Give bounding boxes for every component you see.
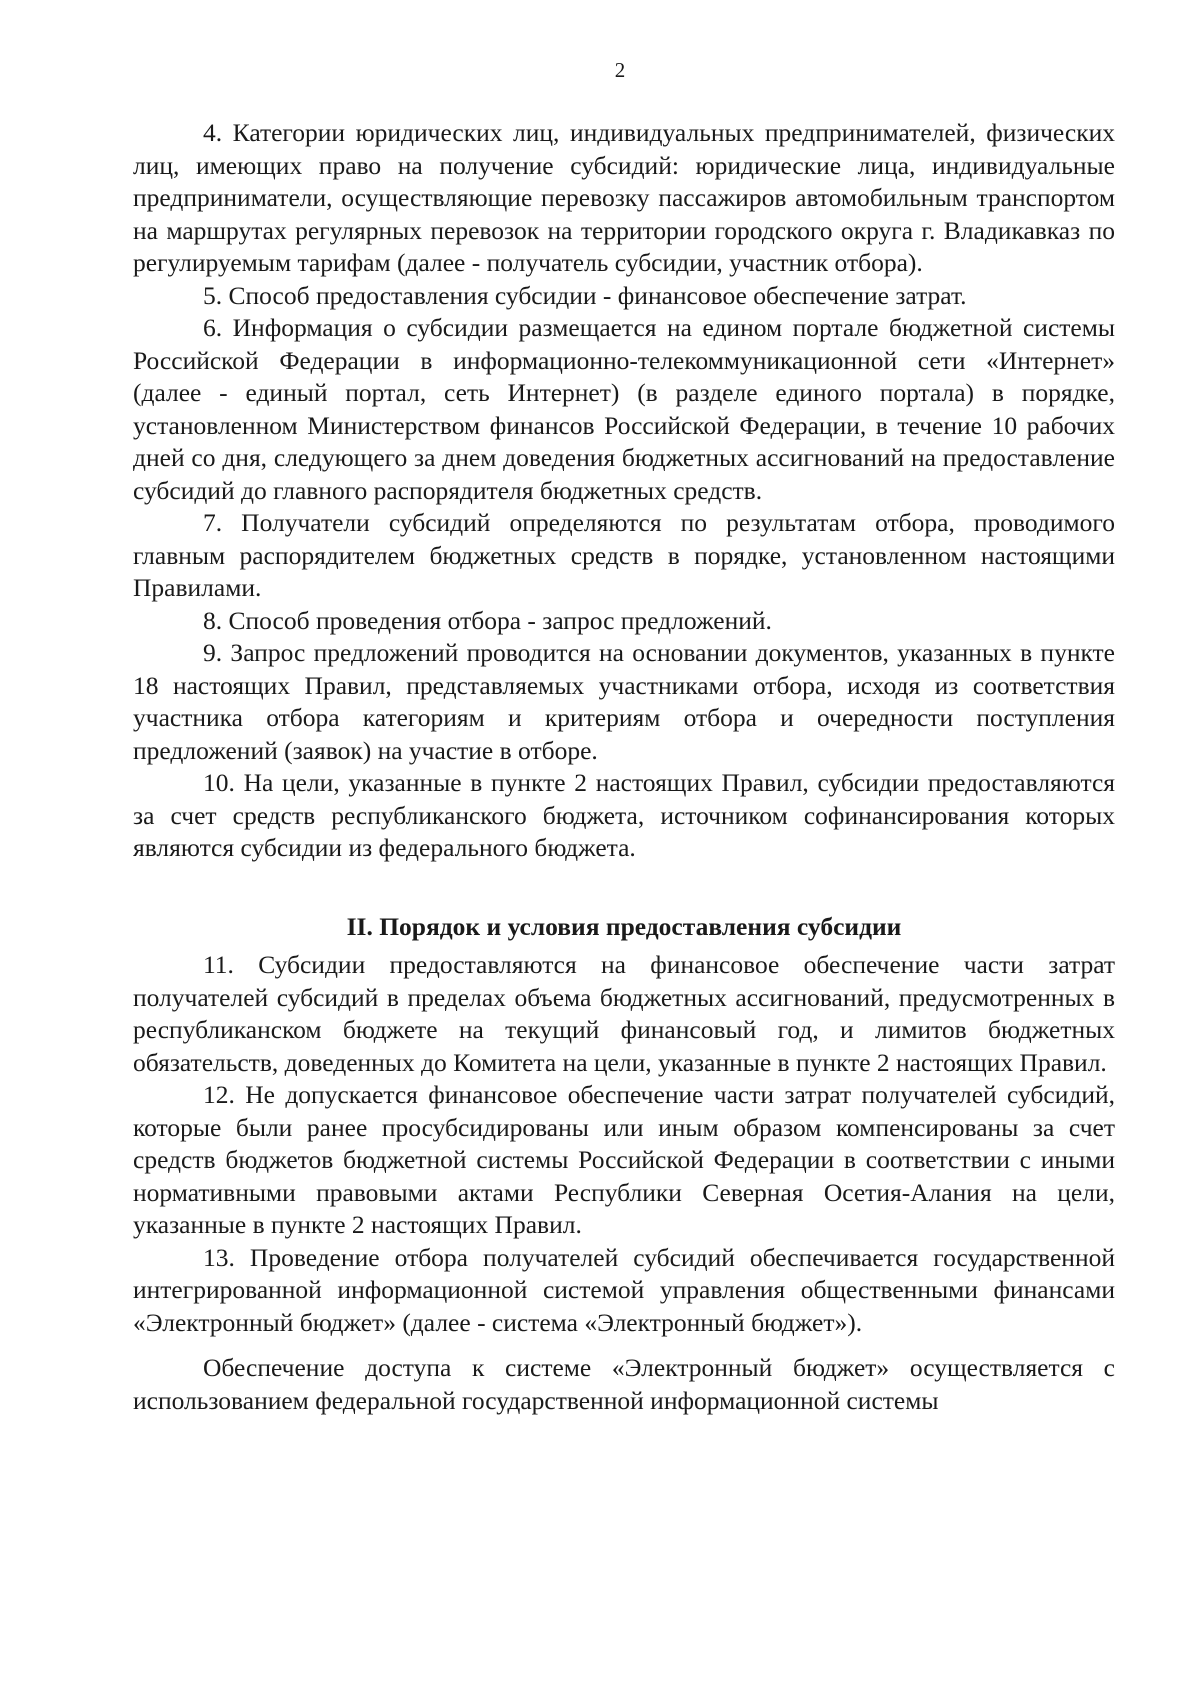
paragraph-item-10: 10. На цели, указанные в пункте 2 настоящих Правил, субсидии предоставляются за счет средств республиканского бюджета, источником софинансирования которых являются субсидии из федерального бюджета. — [133, 768, 1115, 862]
section-heading: II. Порядок и условия предоставления субсидии — [346, 911, 902, 941]
paragraph-item-4: 4. Категории юридических лиц, индивидуальных предпринимателей, физических лиц, имеющих право на получение субсидий: юридические лица, индивидуальные предприниматели, осуществляющие перевозку пассажиров автомобильным транспортом на маршрутах регулярных перевозок на территории городского округа г. Владикавказ по регулируемым тарифам (далее - получатель субсидии, участник отбора). — [133, 118, 1115, 277]
paragraph-item-7: 7. Получатели субсидий определяются по результатам отбора, проводимого главным распорядителем бюджетных средств в порядке, установленном настоящими Правилами. — [133, 508, 1115, 602]
paragraph-item-9: 9. Запрос предложений проводится на основании документов, указанных в пункте 18 настоящих Правил, представляемых участниками отбора, исходя из соответствия участника отбора категориям и критериям отбора и очередности поступления предложений (заявок) на участие в отборе. — [133, 638, 1115, 765]
page-number: 2 — [614, 58, 626, 82]
document-body — [133, 117, 1115, 1417]
paragraph-item-5: 5. Способ предоставления субсидии - финансовое обеспечение затрат. — [203, 280, 967, 310]
paragraph-access: Обеспечение доступа к системе «Электронный бюджет» осуществляется с использованием федеральной государственной информационной системы — [133, 1353, 1115, 1415]
paragraph-item-11: 11. Субсидии предоставляются на финансовое обеспечение части затрат получателей субсидий в пределах объема бюджетных ассигнований, предусмотренных в республиканском бюджете на текущий финансовый год, и лимитов бюджетных обязательств, доведенных до Комитета на цели, указанные в пункте 2 настоящих Правил. — [133, 950, 1115, 1077]
paragraph-item-13: 13. Проведение отбора получателей субсидий обеспечивается государственной интегрированной информационной системой управления общественными финансами «Электронный бюджет» (далее - система «Электронный бюджет»). — [133, 1242, 1115, 1337]
paragraph-item-6: 6. Информация о субсидии размещается на едином портале бюджетной системы Российской Федерации в информационно-телекоммуникационной сети «Интернет» (далее - единый портал, сеть Интернет) (в разделе единого портала) в порядке, установленном Министерством финансов Российской Федерации, в течение 10 рабочих дней со дня, следующего за днем доведения бюджетных ассигнований на предоставление субсидий до главного распорядителя бюджетных средств. — [133, 313, 1115, 505]
paragraph-item-8: 8. Способ проведения отбора - запрос предложений. — [203, 605, 772, 635]
paragraph-item-12: 12. Не допускается финансовое обеспечение части затрат получателей субсидий, которые были ранее просубсидированы или иным образом компенсированы за счет средств бюджетов бюджетной системы Российской Федерации в соответствии с иными нормативными правовыми актами Республики Северная Осетия-Алания на цели, указанные в пункте 2 настоящих Правил. — [133, 1080, 1115, 1239]
